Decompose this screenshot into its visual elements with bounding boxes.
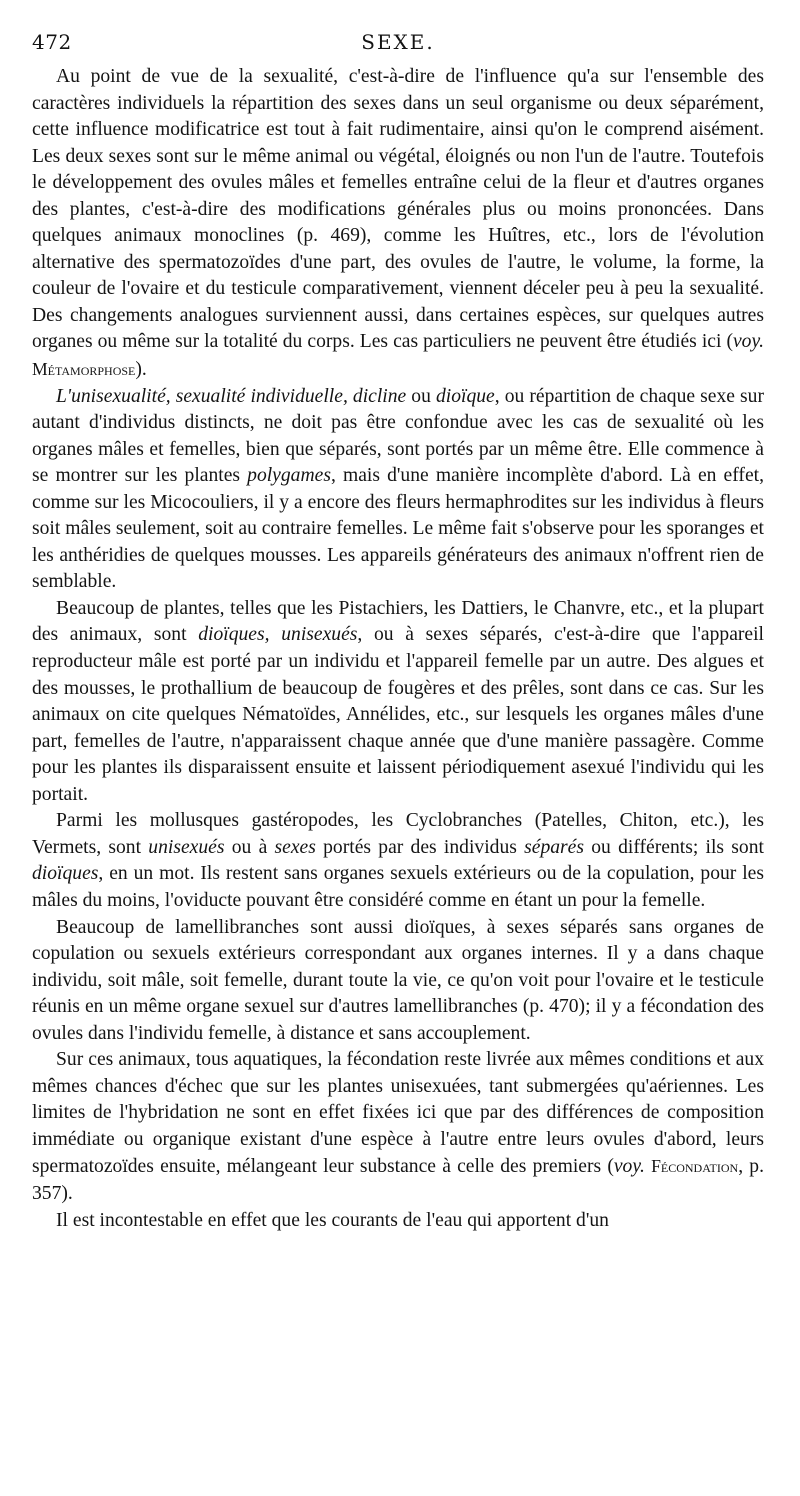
page-header: [32, 30, 764, 56]
italic-term: unisexués: [148, 836, 225, 858]
italic-term: séparés: [524, 836, 584, 858]
body-text: [32, 64, 764, 1234]
italic-term: sexes: [274, 836, 316, 858]
running-title: SEXE.: [361, 30, 435, 54]
text-run: ou différents; ils sont: [584, 836, 764, 858]
paragraph: [32, 1208, 764, 1235]
paragraph: [32, 808, 764, 914]
italic-term: L'unisexualité, sexualité individuelle, dicline: [56, 385, 407, 407]
text-run: ).: [135, 359, 147, 381]
text-run: Parmi les mollusques gastéropodes, les Cyclobranches (Patelles, Chiton, etc.), les Vermets, sont: [32, 810, 764, 858]
paragraph: [32, 64, 764, 384]
text-run: , en un mot. Ils restent sans organes sexuels extérieurs ou de la copulation, pour les mâles du moins, l'oviducte pouvant être considéré comme en étant un pour la femelle.: [32, 863, 764, 911]
paragraph: [32, 596, 764, 808]
text-run: Beaucoup de plantes, telles que les Pistachiers, les Dattiers, le Chanvre, etc., et la plupart des animaux, sont: [32, 597, 764, 646]
paragraph: [32, 1047, 764, 1207]
italic-term: dioïque: [435, 385, 495, 407]
text-run: , mais d'une manière incomplète d'abord. Là en effet, comme sur les Micocouliers, il y a encore des fleurs hermaphrodites sur les individus à fleurs soit mâles seulement, soit au contraire femelles. Le même fait s'observe pour les sporanges et les anthéridies de quelques mousses. Les appareils générateurs des animaux n'offrent rien de semblable.: [32, 465, 764, 593]
italic-term: dioïques: [32, 863, 99, 885]
italic-term: dioïques, unisexués: [198, 624, 358, 646]
italic-term: polygames: [247, 465, 331, 487]
text-run: Beaucoup de lamellibranches sont aussi dioïques, à sexes séparés sans organes de copulation ou sexuels extérieurs correspondant aux organes internes. Il y a dans chaque individu, soit mâle, soit femelle, durant toute la vie, ce qu'on voit pour l'ovaire et le testicule réunis en un même organe sexuel sur d'autres lamellibranches (p. 470); il y a fécondation des ovules dans l'individu femelle, à distance et sans accouplement.: [32, 916, 764, 1044]
text-run: , ou répartition de chaque sexe sur autant d'individus distincts, ne doit pas être confondue avec les cas de sexualité où les organes mâles et femelles, bien que séparés, sont portés par un même être. Elle commence à se montrer sur les plantes: [32, 385, 765, 487]
text-run: ou à: [224, 836, 275, 858]
text-run: Sur ces animaux, tous aquatiques, la fécondation reste livrée aux mêmes conditions et aux mêmes chances d'échec que sur les plantes unisexuées, tant submergées qu'aériennes. Les limites de l'hybridation ne sont en effet fixées ici que par des différences de composition immédiate ou organique existant d'une espèce à l'autre entre leurs ovules d'abord, leurs spermatozoïdes ensuite, mélangeant leur substance à celle des premiers (: [32, 1049, 764, 1178]
paragraph: [32, 915, 764, 1048]
italic-term: voy.: [613, 1156, 645, 1178]
text-run: portés par des individus: [315, 836, 525, 858]
cross-reference: Métamorphose: [32, 359, 136, 380]
text-run: , p. 357).: [32, 1156, 764, 1204]
cross-reference: Fécondation: [651, 1156, 739, 1177]
text-run: ou: [406, 385, 436, 407]
page-number: 472: [32, 30, 72, 54]
italic-term: voy.: [732, 331, 764, 353]
text-run: Au point de vue de la sexualité, c'est-à-dire de l'influence qu'a sur l'ensemble des caractères individuels la répartition des sexes dans un seul organisme ou deux séparément, cette influence modificatrice est tout à fait rudimentaire, ainsi qu'on le comprend aisément. Les deux sexes sont sur le même animal ou végétal, éloignés ou non l'un de l'autre. Toutefois le développement des ovules mâles et femelles entraîne celui de la fleur et d'autres organes des plantes, c'est-à-dire des modifications générales plus ou moins prononcées. Dans quelques animaux monoclines (p. 469), comme les Huîtres, etc., lors de l'évolution alternative des spermatozoïdes d'une part, des ovules de l'autre, le volume, la forme, la couleur de l'ovaire et du testicule comparativement, viennent déceler peu à peu la sexualité. Des changements analogues surviennent aussi, dans certaines espèces, sur quelques autres organes ou même sur la totalité du corps. Les cas particuliers ne peuvent être étudiés ici (: [32, 66, 764, 353]
book-page: [32, 30, 764, 1234]
text-run: Il est incontestable en effet que les courants de l'eau qui apportent d'un: [56, 1209, 609, 1231]
paragraph: [32, 384, 764, 596]
text-run: , ou à sexes séparés, c'est-à-dire que l'appareil reproducteur mâle est porté par un individu et l'appareil femelle par un autre. Des algues et des mousses, le prothallium de beaucoup de fougères et des prêles, sont dans ce cas. Sur les animaux on cite quelques Nématoïdes, Annélides, etc., sur lesquels les organes mâles d'une part, femelles de l'autre, n'apparaissent chaque année que d'une manière passagère. Comme pour les plantes ils disparaissent ensuite et laissent périodiquement asexué l'individu qui les portait.: [32, 624, 765, 805]
